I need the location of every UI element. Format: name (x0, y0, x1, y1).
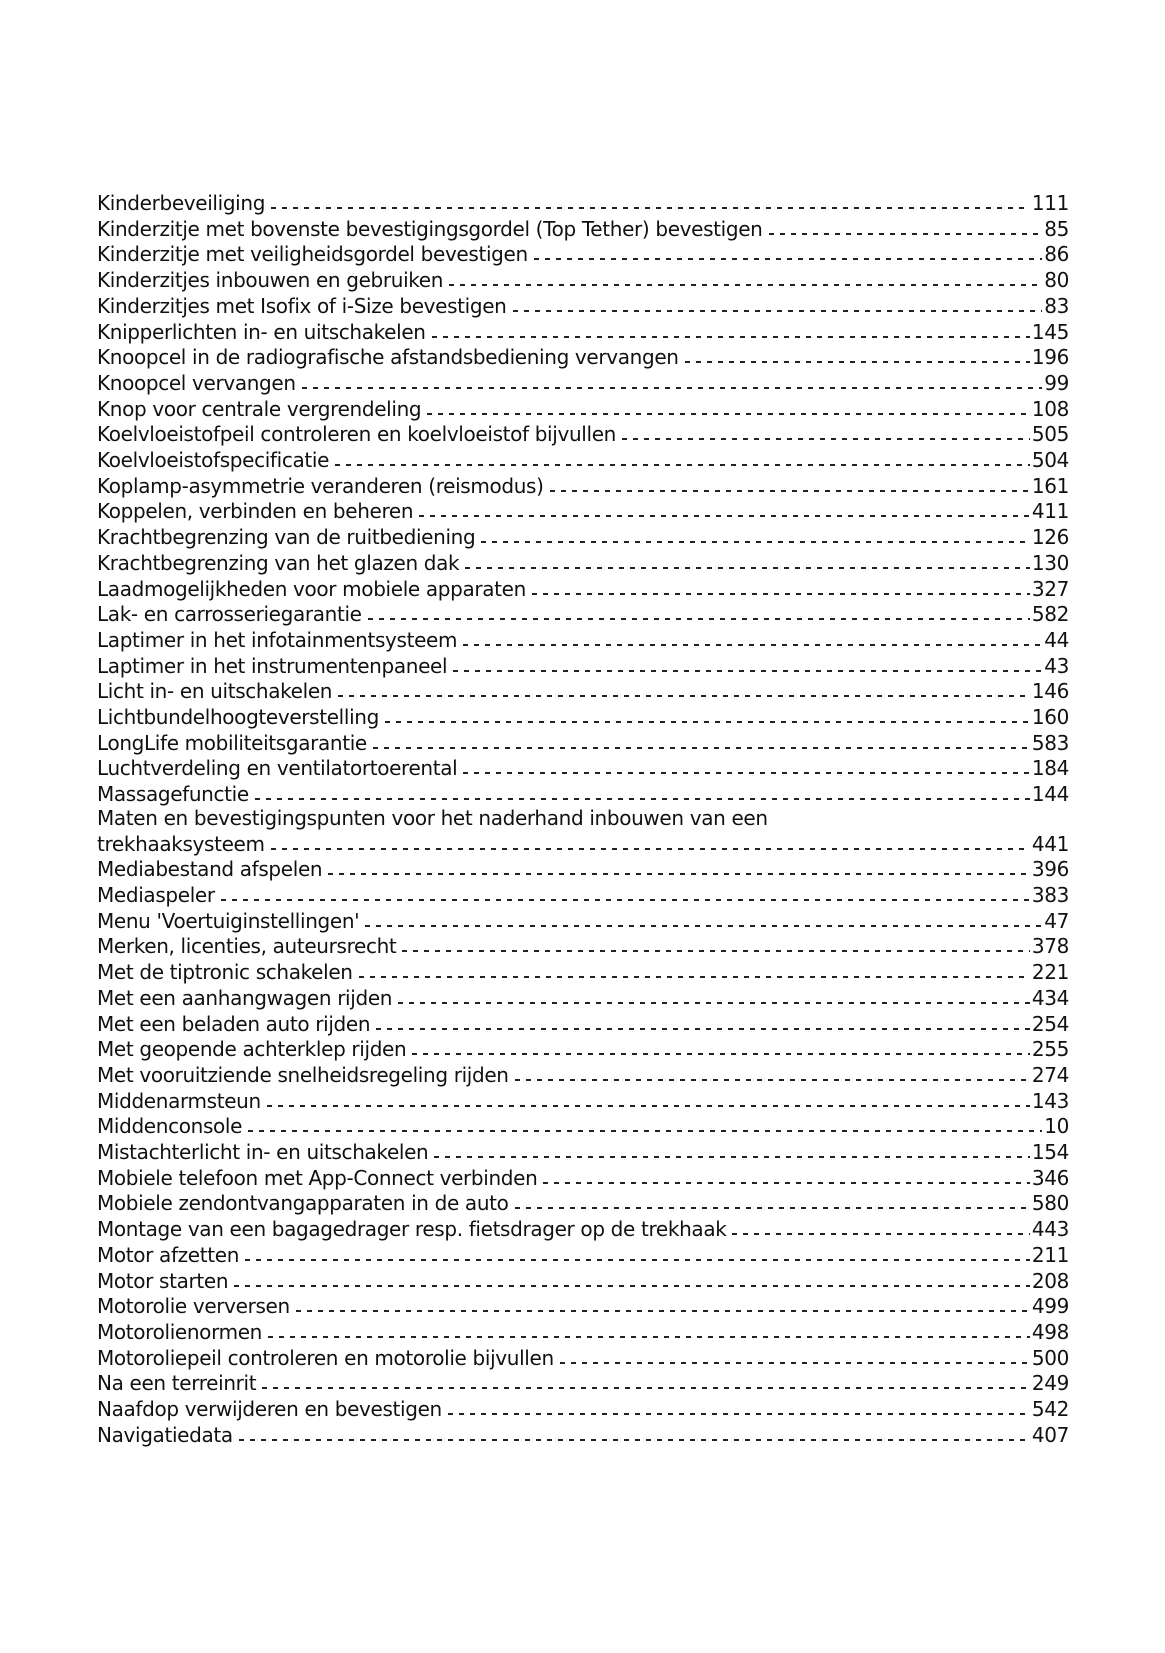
index-entry-page-number[interactable]: 44 (1044, 627, 1069, 652)
index-entry-page-number[interactable]: 86 (1044, 242, 1069, 267)
index-entry[interactable] (97, 524, 1069, 550)
index-entry-label: Mediabestand afspelen (97, 857, 323, 882)
dot-leader (513, 295, 1043, 315)
index-entry-label: Massagefunctie (97, 782, 249, 807)
index-entry-label: Knipperlichten in- en uitschakelen (97, 319, 426, 344)
dot-leader (448, 1398, 1030, 1418)
dot-leader (769, 218, 1043, 238)
index-entry-page-number[interactable]: 254 (1031, 1011, 1069, 1036)
index-list (97, 190, 1069, 1447)
index-entry[interactable] (97, 1113, 1069, 1139)
index-entry-label: Met vooruitziende snelheidsregeling rijden (97, 1062, 509, 1087)
index-entry-label: Kinderzitjes met Isofix of i-Size bevestigen (97, 293, 507, 318)
index-entry[interactable] (97, 396, 1069, 422)
index-entry[interactable] (97, 730, 1069, 756)
index-entry-label: Knop voor centrale vergrendeling (97, 396, 422, 421)
dot-leader (560, 1347, 1030, 1367)
index-entry[interactable] (97, 985, 1069, 1011)
dot-leader (328, 858, 1030, 878)
index-entry-label: Na een terreinrit (97, 1371, 257, 1396)
dot-leader (359, 961, 1030, 981)
index-entry-label: Lak- en carrosseriegarantie (97, 602, 362, 627)
index-entry[interactable] (97, 1422, 1069, 1448)
index-entry-label: Met geopende achterklep rijden (97, 1037, 407, 1062)
dot-leader (268, 1321, 1030, 1341)
dot-leader (398, 987, 1030, 1007)
index-entry-page-number[interactable]: 130 (1031, 550, 1069, 575)
index-entry-label: trekhaaksysteem (97, 831, 265, 856)
index-entry-page-number[interactable]: 196 (1031, 345, 1069, 370)
index-entry-label: Met de tiptronic schakelen (97, 960, 353, 985)
index-entry-page-number[interactable]: 411 (1031, 499, 1069, 524)
index-entry-page-number[interactable]: 83 (1044, 293, 1069, 318)
index-entry[interactable] (97, 267, 1069, 293)
index-entry-label: Laadmogelijkheden voor mobiele apparaten (97, 576, 526, 601)
index-entry-page-number[interactable]: 255 (1031, 1037, 1069, 1062)
dot-leader (463, 757, 1030, 777)
index-entry[interactable] (97, 601, 1069, 627)
index-entry-page-number[interactable]: 143 (1031, 1088, 1069, 1113)
index-entry-label: Mobiele zendontvangapparaten in de auto (97, 1191, 509, 1216)
dot-leader (248, 1115, 1042, 1135)
dot-leader (385, 706, 1030, 726)
index-entry-page-number[interactable]: 383 (1031, 882, 1069, 907)
dot-leader (543, 1167, 1029, 1187)
index-entry-page-number[interactable]: 346 (1031, 1165, 1069, 1190)
index-entry-label: Naafdop verwijderen en bevestigen (97, 1397, 442, 1422)
index-entry-label: Met een aanhangwagen rijden (97, 985, 393, 1010)
dot-leader (402, 935, 1029, 955)
index-entry-label: Luchtverdeling en ventilatortoerental (97, 756, 458, 781)
index-entry[interactable] (97, 1242, 1069, 1268)
index-entry[interactable] (97, 1139, 1069, 1165)
index-entry-label-line1: Maten en bevestigingspunten voor het naderhand inbouwen van een (97, 805, 768, 830)
dot-leader (221, 884, 1030, 904)
index-entry-page-number[interactable]: 99 (1044, 370, 1069, 395)
index-entry-page-number[interactable]: 221 (1031, 960, 1069, 985)
index-entry-page-number[interactable]: 208 (1031, 1268, 1069, 1293)
index-entry-label: Motorolienormen (97, 1319, 263, 1344)
dot-leader (453, 655, 1042, 675)
index-entry-page-number[interactable]: 10 (1044, 1114, 1069, 1139)
index-entry-page-number[interactable]: 249 (1031, 1371, 1069, 1396)
index-entry[interactable] (97, 216, 1069, 242)
index-entry-label: Navigatiedata (97, 1422, 233, 1447)
dot-leader (234, 1270, 1030, 1290)
index-entry-page-number[interactable]: 504 (1031, 448, 1069, 473)
index-entry[interactable] (97, 1268, 1069, 1294)
index-entry[interactable] (97, 498, 1069, 524)
index-entry-page-number[interactable]: 111 (1031, 191, 1069, 215)
index-entry[interactable] (97, 293, 1069, 319)
dot-leader (262, 1372, 1030, 1392)
dot-leader (365, 910, 1042, 930)
index-entry-label: Motoroliepeil controleren en motorolie bijvullen (97, 1345, 554, 1370)
dot-leader (271, 833, 1030, 853)
dot-leader (449, 269, 1042, 289)
index-entry-label: Laptimer in het instrumentenpaneel (97, 653, 448, 678)
index-entry-label: LongLife mobiliteitsgarantie (97, 730, 367, 755)
index-entry-page-number[interactable]: 443 (1031, 1217, 1069, 1242)
dot-leader (434, 1141, 1029, 1161)
index-entry[interactable] (97, 1319, 1069, 1345)
index-entry-page-number[interactable]: 505 (1031, 422, 1069, 447)
index-entry[interactable] (97, 1370, 1069, 1396)
dot-leader (534, 243, 1042, 263)
dot-leader (515, 1064, 1030, 1084)
index-entry-label: Mobiele telefoon met App-Connect verbinden (97, 1165, 538, 1190)
index-entry-page-number[interactable]: 161 (1031, 473, 1069, 498)
index-entry-page-number[interactable]: 498 (1031, 1319, 1069, 1344)
index-entry-label: Knoopcel vervangen (97, 370, 296, 395)
dot-leader (335, 449, 1030, 469)
index-entry-label: Kinderzitje met veiligheidsgordel bevestigen (97, 242, 528, 267)
dot-leader (685, 346, 1030, 366)
index-entry-label: Met een beladen auto rijden (97, 1011, 371, 1036)
index-entry[interactable] (97, 1165, 1069, 1191)
index-entry-page-number[interactable]: 160 (1031, 705, 1069, 730)
index-entry[interactable] (97, 882, 1069, 908)
index-entry-page-number[interactable]: 499 (1031, 1294, 1069, 1319)
dot-leader (245, 1244, 1030, 1264)
index-entry[interactable] (97, 421, 1069, 447)
index-entry[interactable] (97, 678, 1069, 704)
dot-leader (368, 603, 1030, 623)
dot-leader (432, 321, 1030, 341)
index-entry-page-number[interactable]: 327 (1031, 576, 1069, 601)
dot-leader (412, 1038, 1030, 1058)
dot-leader (515, 1192, 1030, 1212)
index-entry-page-number[interactable]: 184 (1031, 756, 1069, 781)
index-entry-label: Kinderzitje met bovenste bevestigingsgordel (Top Tether) bevestigen (97, 216, 763, 241)
index-entry-page-number[interactable]: 378 (1031, 934, 1069, 959)
index-entry[interactable] (97, 1036, 1069, 1062)
index-entry[interactable] (97, 344, 1069, 370)
index-entry[interactable] (97, 319, 1069, 345)
index-entry[interactable] (97, 807, 1069, 856)
index-entry-page-number[interactable]: 434 (1031, 985, 1069, 1010)
index-entry-page-number[interactable]: 500 (1031, 1345, 1069, 1370)
index-entry[interactable] (97, 1011, 1069, 1037)
dot-leader (550, 475, 1030, 495)
index-entry[interactable] (97, 627, 1069, 653)
index-entry-page-number[interactable]: 441 (1031, 831, 1069, 856)
index-entry-page-number[interactable]: 542 (1031, 1397, 1069, 1422)
index-entry[interactable] (97, 473, 1069, 499)
index-entry-page-number[interactable]: 211 (1031, 1242, 1069, 1267)
index-entry-page-number[interactable]: 582 (1031, 602, 1069, 627)
dot-leader (463, 629, 1042, 649)
index-entry-page-number[interactable]: 144 (1031, 782, 1069, 807)
dot-leader (419, 500, 1030, 520)
index-entry-label: Knoopcel in de radiografische afstandsbediening vervangen (97, 345, 679, 370)
index-entry-label: Koelvloeistofpeil controleren en koelvloeistof bijvullen (97, 422, 616, 447)
dot-leader (255, 783, 1030, 803)
dot-leader (376, 1013, 1030, 1033)
dot-leader (267, 1090, 1030, 1110)
index-entry-page-number[interactable]: 407 (1031, 1422, 1069, 1447)
index-entry[interactable] (97, 1345, 1069, 1371)
index-entry-label: Middenarmsteun (97, 1088, 261, 1113)
index-entry-label: Koelvloeistofspecificatie (97, 448, 330, 473)
index-entry-page-number[interactable]: 583 (1031, 730, 1069, 755)
index-entry[interactable] (97, 370, 1069, 396)
index-entry-label: Middenconsole (97, 1114, 243, 1139)
dot-leader (338, 680, 1030, 700)
index-entry-page-number[interactable]: 274 (1031, 1062, 1069, 1087)
index-entry[interactable] (97, 933, 1069, 959)
dot-leader (622, 423, 1030, 443)
index-entry-page-number[interactable]: 146 (1031, 679, 1069, 704)
index-entry-page-number[interactable]: 43 (1044, 653, 1069, 678)
index-entry-label: Mistachterlicht in- en uitschakelen (97, 1140, 429, 1165)
index-entry-page-number[interactable]: 154 (1031, 1140, 1069, 1165)
index-entry-label: Koppelen, verbinden en beheren (97, 499, 414, 524)
index-entry-label: Kinderzitjes inbouwen en gebruiken (97, 268, 444, 293)
index-entry-label: Lichtbundelhoogteverstelling (97, 705, 379, 730)
index-entry[interactable] (97, 959, 1069, 985)
dot-leader (271, 192, 1030, 212)
index-entry-page-number[interactable]: 80 (1044, 268, 1069, 293)
index-entry-label: Motor starten (97, 1268, 229, 1293)
index-entry[interactable] (97, 653, 1069, 679)
index-entry[interactable] (97, 704, 1069, 730)
index-entry-label: Kinderbeveiliging (97, 191, 266, 215)
index-entry[interactable] (97, 908, 1069, 934)
dot-leader (532, 578, 1030, 598)
index-entry[interactable] (97, 576, 1069, 602)
index-entry-label: Krachtbegrenzing van het glazen dak (97, 550, 460, 575)
index-entry-label: Koplamp-asymmetrie veranderen (reismodus) (97, 473, 544, 498)
index-entry[interactable] (97, 781, 1069, 807)
index-entry[interactable] (97, 447, 1069, 473)
index-entry-label: Krachtbegrenzing van de ruitbediening (97, 525, 476, 550)
index-entry-page-number[interactable]: 47 (1044, 908, 1069, 933)
dot-leader (427, 398, 1030, 418)
index-entry[interactable] (97, 550, 1069, 576)
index-entry-page-number[interactable]: 145 (1031, 319, 1069, 344)
index-entry[interactable] (97, 1088, 1069, 1114)
index-entry-label: Motorolie verversen (97, 1294, 290, 1319)
index-entry-page-number[interactable]: 85 (1044, 216, 1069, 241)
index-entry-label: Montage van een bagagedrager resp. fietsdrager op de trekhaak (97, 1217, 727, 1242)
index-entry-page-number[interactable]: 126 (1031, 525, 1069, 550)
index-entry[interactable] (97, 1190, 1069, 1216)
index-entry-label: Licht in- en uitschakelen (97, 679, 333, 704)
index-entry-page-number[interactable]: 396 (1031, 857, 1069, 882)
index-entry[interactable] (97, 856, 1069, 882)
dot-leader (732, 1218, 1029, 1238)
index-entry[interactable] (97, 755, 1069, 781)
dot-leader (465, 552, 1030, 572)
dot-leader (302, 372, 1043, 392)
index-entry[interactable] (97, 1396, 1069, 1422)
dot-leader (296, 1295, 1030, 1315)
index-entry[interactable] (97, 1216, 1069, 1242)
index-entry[interactable] (97, 190, 1069, 216)
dot-leader (239, 1424, 1030, 1444)
index-entry-label: Menu 'Voertuiginstellingen' (97, 908, 360, 933)
index-entry-label: Mediaspeler (97, 882, 215, 907)
index-entry-page-number[interactable]: 580 (1031, 1191, 1069, 1216)
index-entry-label: Merken, licenties, auteursrecht (97, 934, 397, 959)
dot-leader (373, 732, 1030, 752)
index-entry-page-number[interactable]: 108 (1031, 396, 1069, 421)
index-entry[interactable] (97, 1293, 1069, 1319)
index-entry-label: Laptimer in het infotainmentsysteem (97, 627, 458, 652)
index-entry[interactable] (97, 241, 1069, 267)
dot-leader (481, 526, 1030, 546)
index-entry[interactable] (97, 1062, 1069, 1088)
index-entry-label: Motor afzetten (97, 1242, 240, 1267)
